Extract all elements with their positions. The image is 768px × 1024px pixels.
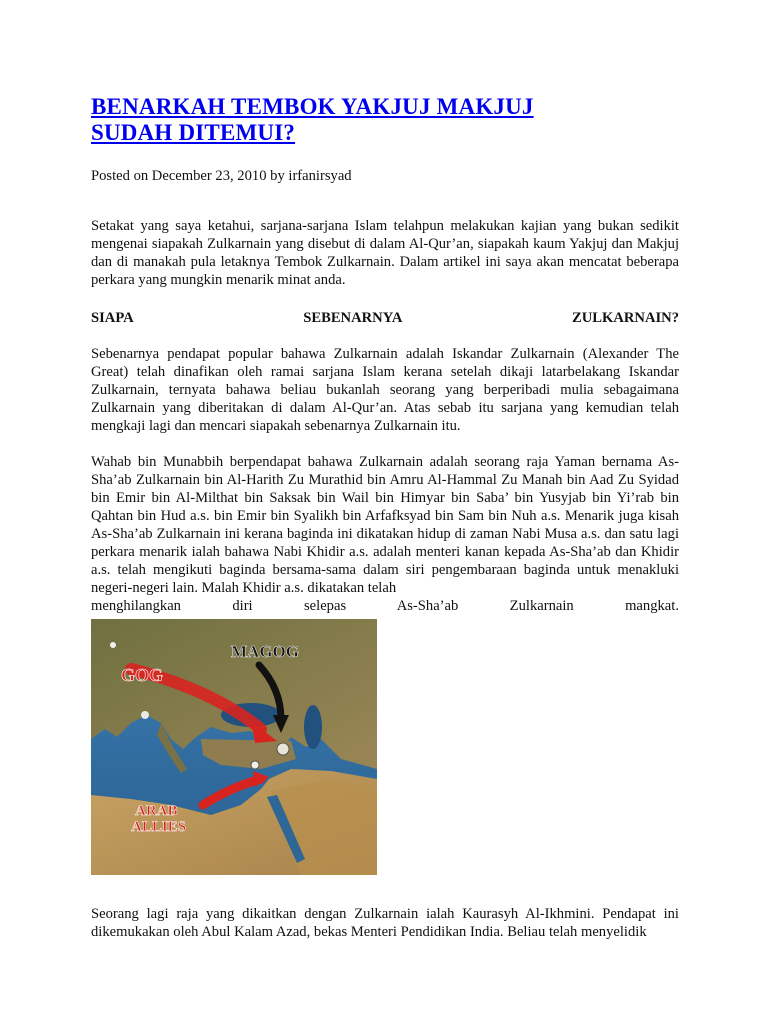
gog-magog-map-image [91, 619, 377, 875]
map-label-arab: ARAB [135, 803, 178, 819]
heading-word: SEBENARNYA [303, 310, 403, 326]
paragraph-wahab-last-line: menghilangkan diri selepas As-Sha’ab Zulkarnain mangkat. [91, 598, 679, 614]
paragraph-wahab: Wahab bin Munabbih berpendapat bahawa Zulkarnain adalah seorang raja Yaman bernama As-Sha’ab Zulkarnain bin Al-Harith Zu Murathid bin Amru Al-Hammal Zu Manah bin Aad Zu Syidad bin Emir bin Al-Milthat bin Saksak bin Wail bin Himyar bin Saba’ bin Yusyjab bin Yi’rab bin Qahtan bin Hud a.s. bin Emir bin Syalikh bin Arfafksyad bin Sam bin Nuh a.s. Menarik juga kisah As-Sha’ab Zulkarnain ini kerana baginda ini dikatakan hidup di zaman Nabi Musa a.s. dan satu lagi perkara menarik ialah bahawa Nabi Khidir a.s. adalah menteri kanan kepada As-Sha’ab dan Khidir a.s. telah mengikuti baginda bersama-sama dalam siri pengembaraan baginda untuk menakluki negeri-negeri lain. Malah Khidir a.s. dikatakan telah [91, 454, 679, 596]
map-label-magog: MAGOG [231, 642, 299, 661]
heading-word: SIAPA [91, 310, 134, 326]
map-label-gog: GOG [121, 665, 164, 685]
article-title-link[interactable]: BENARKAH TEMBOK YAKJUJ MAKJUJ SUDAH DITEMUI? [91, 94, 534, 145]
paragraph-intro: Setakat yang saya ketahui, sarjana-sarjana Islam telahpun melakukan kajian yang bukan sedikit mengenai siapakah Zulkarnain yang disebut di dalam Al-Qur’an, siapakah kaum Yakjuj dan Makjuj dan di manakah pula letaknya Tembok Zulkarnain. Dalam artikel ini saya akan mencatat beberapa perkara yang mungkin menarik minat anda. [91, 218, 679, 288]
paragraph-kaurasyh: Seorang lagi raja yang dikaitkan dengan Zulkarnain ialah Kaurasyh Al-Ikhmini. Pendapat ini dikemukakan oleh Abul Kalam Azad, bekas Menteri Pendidikan India. Beliau telah menyelidik [91, 906, 679, 940]
map-label-allies: ALLIES [131, 819, 187, 835]
heading-word: ZULKARNAIN? [571, 310, 679, 326]
paragraph-alexander: Sebenarnya pendapat popular bahawa Zulkarnain adalah Iskandar Zulkarnain (Alexander The Great) telah dinafikan oleh ramai sarjana Islam kerana setelah dikaji latarbelakang Iskandar Zulkarnain, ternyata bahawa beliau bukanlah seorang yang berperibadi mulia sebagaimana Zulkarnain yang diberitakan di dalam Al-Qur’an. Atas sebab itu sarjana yang kemudian telah mengkaji lagi dan mencari siapakah sebenarnya Zulkarnain itu. [91, 346, 679, 434]
article [91, 94, 679, 941]
post-meta: Posted on December 23, 2010 by irfanirsyad [91, 168, 352, 184]
section-heading [91, 309, 679, 327]
